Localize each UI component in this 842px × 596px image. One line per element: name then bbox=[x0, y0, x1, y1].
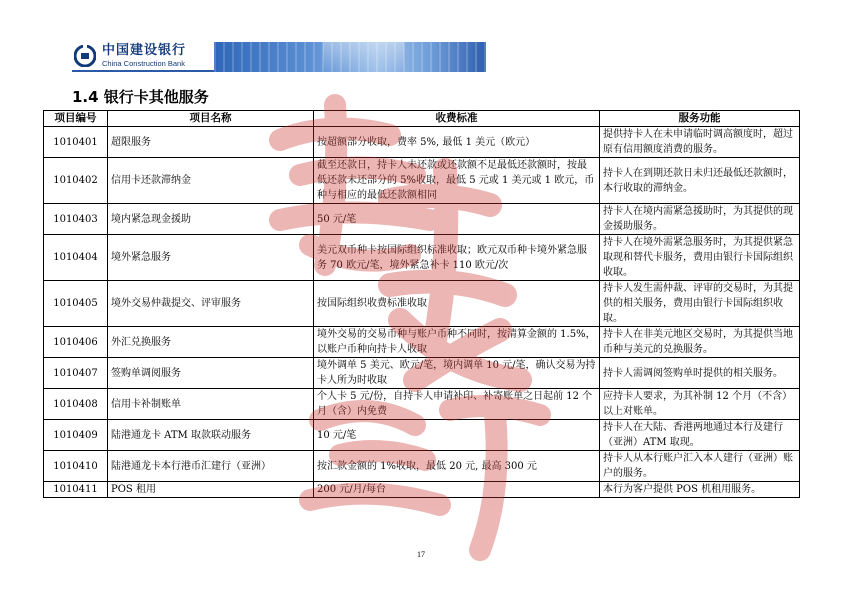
item-name: 境外交易仲裁提交、评审服务 bbox=[108, 281, 314, 327]
item-name: POS 租用 bbox=[108, 482, 314, 498]
fee-standard: 境外调单 5 美元、欧元/笔，境内调单 10 元/笔，确认交易为持卡人所为时收取 bbox=[314, 358, 600, 389]
service-description: 持卡人从本行账户汇入本人建行（亚洲）账户的服务。 bbox=[600, 451, 800, 482]
item-code: 1010403 bbox=[44, 204, 108, 235]
table-row bbox=[44, 389, 800, 420]
fee-table bbox=[43, 110, 800, 498]
table-row bbox=[44, 204, 800, 235]
item-code: 1010404 bbox=[44, 235, 108, 281]
fee-standard: 10 元/笔 bbox=[314, 420, 600, 451]
item-code: 1010409 bbox=[44, 420, 108, 451]
header-description: 服务功能 bbox=[600, 111, 800, 127]
header-name: 项目名称 bbox=[108, 111, 314, 127]
header-fee: 收费标准 bbox=[314, 111, 600, 127]
item-code: 1010402 bbox=[44, 158, 108, 204]
table-row bbox=[44, 420, 800, 451]
item-name: 境外紧急服务 bbox=[108, 235, 314, 281]
fee-standard: 境外交易的交易币种与账户币种不同时，按清算金额的 1.5%，以账户币种向持卡人收取 bbox=[314, 327, 600, 358]
item-code: 1010405 bbox=[44, 281, 108, 327]
table-row bbox=[44, 327, 800, 358]
item-name: 签购单调阅服务 bbox=[108, 358, 314, 389]
table-row bbox=[44, 127, 800, 158]
service-description: 持卡人在境外需紧急服务时，为其提供紧急取现和替代卡服务，费用由银行卡国际组织收取。 bbox=[600, 235, 800, 281]
item-code: 1010401 bbox=[44, 127, 108, 158]
header-banner-image bbox=[214, 42, 486, 72]
item-code: 1010408 bbox=[44, 389, 108, 420]
item-name: 陆港通龙卡本行港币汇建行（亚洲） bbox=[108, 451, 314, 482]
item-name: 信用卡补制账单 bbox=[108, 389, 314, 420]
service-description: 持卡人在境内需紧急援助时，为其提供的现金援助服务。 bbox=[600, 204, 800, 235]
service-description: 持卡人发生需仲裁、评审的交易时，为其提供的相关服务，费用由银行卡国际组织收取。 bbox=[600, 281, 800, 327]
page-header bbox=[72, 42, 486, 72]
item-code: 1010410 bbox=[44, 451, 108, 482]
fee-standard: 200 元/月/每台 bbox=[314, 482, 600, 498]
table-row bbox=[44, 158, 800, 204]
fee-standard: 按超额部分收取，费率 5%, 最低 1 美元（欧元） bbox=[314, 127, 600, 158]
service-description: 持卡人在非美元地区交易时，为其提供当地币种与美元的兑换服务。 bbox=[600, 327, 800, 358]
ccb-logo-icon bbox=[74, 45, 96, 67]
bank-name-cn: 中国建设银行 bbox=[102, 43, 187, 59]
header-code: 项目编号 bbox=[44, 111, 108, 127]
page-number: 17 bbox=[417, 550, 425, 559]
fee-standard: 按汇款金额的 1%收取，最低 20 元, 最高 300 元 bbox=[314, 451, 600, 482]
fee-standard: 个人卡 5 元/份，自持卡人申请补印、补寄账单之日起前 12 个月（含）内免费 bbox=[314, 389, 600, 420]
fee-standard: 美元双币种卡按国际组织标准收取；欧元双币种卡境外紧急服务 70 欧元/笔，境外紧急补卡 110 欧元/次 bbox=[314, 235, 600, 281]
item-name: 外汇兑换服务 bbox=[108, 327, 314, 358]
table-header-row bbox=[44, 111, 800, 127]
service-description: 持卡人在到期还款日未归还最低还款额时，本行收取的滞纳金。 bbox=[600, 158, 800, 204]
table-row bbox=[44, 281, 800, 327]
fee-standard: 按国际组织收费标准收取 bbox=[314, 281, 600, 327]
service-description: 应持卡人要求，为其补制 12 个月（不含）以上对账单。 bbox=[600, 389, 800, 420]
table-row bbox=[44, 482, 800, 498]
fee-standard: 截至还款日，持卡人未还款或还款额不足最低还款额时，按最低还款未还部分的 5%收取，最低 5 元或 1 美元或 1 欧元，币种与相应的最低还款额相同 bbox=[314, 158, 600, 204]
item-name: 超限服务 bbox=[108, 127, 314, 158]
bank-logo bbox=[72, 42, 214, 72]
service-description: 提供持卡人在未申请临时调高额度时，超过原有信用额度消费的服务。 bbox=[600, 127, 800, 158]
section-title: 1.4 银行卡其他服务 bbox=[72, 88, 209, 106]
item-code: 1010411 bbox=[44, 482, 108, 498]
item-code: 1010407 bbox=[44, 358, 108, 389]
item-name: 境内紧急现金援助 bbox=[108, 204, 314, 235]
item-name: 信用卡还款滞纳金 bbox=[108, 158, 314, 204]
item-name: 陆港通龙卡 ATM 取款联动服务 bbox=[108, 420, 314, 451]
table-row bbox=[44, 451, 800, 482]
service-description: 持卡人需调阅签购单时提供的相关服务。 bbox=[600, 358, 800, 389]
table-row bbox=[44, 235, 800, 281]
service-description: 持卡人在大陆、香港两地通过本行及建行（亚洲）ATM 取现。 bbox=[600, 420, 800, 451]
item-code: 1010406 bbox=[44, 327, 108, 358]
bank-name-en: China Construction Bank bbox=[102, 59, 185, 69]
service-description: 本行为客户提供 POS 机租用服务。 bbox=[600, 482, 800, 498]
fee-standard: 50 元/笔 bbox=[314, 204, 600, 235]
table-row bbox=[44, 358, 800, 389]
